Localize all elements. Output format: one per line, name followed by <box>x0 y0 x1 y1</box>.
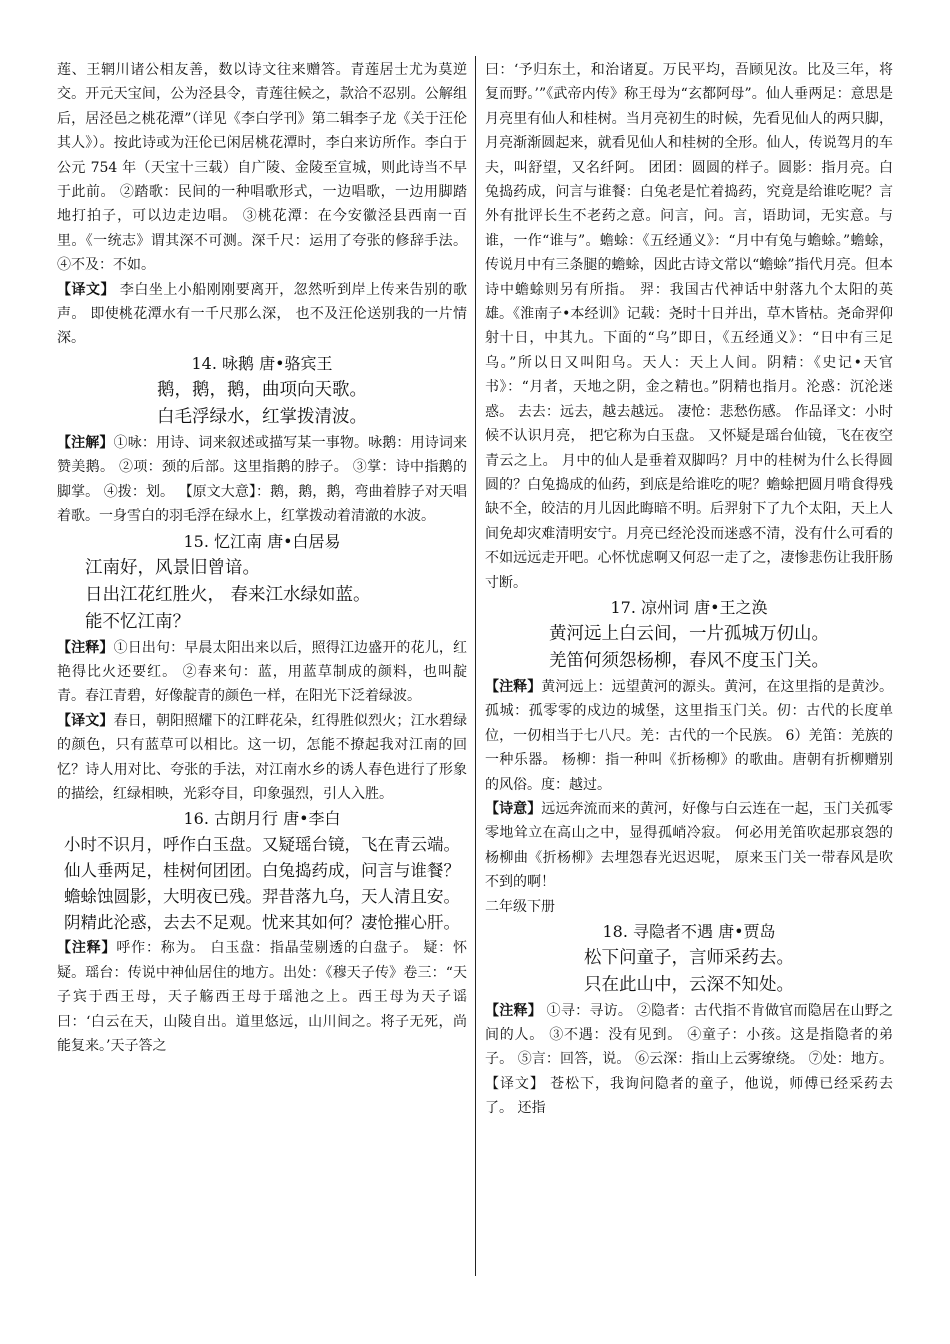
annotation-tag: 【注释】 <box>485 1002 542 1019</box>
annotation-paragraph <box>485 58 893 595</box>
annotation-tag: 【诗意】 <box>485 800 542 817</box>
text-content: ①日出句：早晨太阳出来以后，照得江边盛开的花儿，红艳得比火还要红。 ②春来句：蓝，用蓝草制成的颜料，也叫靛青。春江青碧，好像靛青的颜色一样，在阳光下泛着绿波。 <box>57 639 468 705</box>
text-content: 14. 咏鹅 唐•骆宾王 <box>191 353 333 373</box>
annotation-tag: 【注释】 <box>57 639 114 656</box>
poem-title <box>57 806 467 832</box>
poem-title <box>57 529 467 555</box>
annotation-paragraph <box>57 278 467 351</box>
text-content: 莲、王辋川诸公相友善，数以诗文往来赠答。青莲居士尤为莫逆交。开元天宝间，公为泾县令，青莲往候之，款洽不忍别。公解组后，居泾邑之桃花潭”（详见《李白学刊》第二辑李子龙《关于汪伦其人》）。按此诗或为汪伦已闲居桃花潭时，李白来访所作。李白于公元 754 年（天宝十三载）自广陵、金陵至宣城，则此诗当不早于此前。 ②踏歌：民间的一种唱歌形式，一边唱歌，一边用脚踏地打拍子，可以边走边唱。 ③桃花潭：在今安徽泾县西南一百里。《一统志》谓其深不可测。深千尺：运用了夸张的修辞手法。 ④不及：不如。 <box>57 62 467 274</box>
section-heading <box>485 895 893 919</box>
annotation-paragraph <box>57 709 467 807</box>
annotation-tag: 【注释】 <box>485 678 542 695</box>
annotation-paragraph <box>485 675 893 797</box>
text-content: 阴精此沦惑，去去不足观。忧来其如何？凄怆摧心肝。 <box>64 913 460 933</box>
text-content: 曰：‘予归东土，和治诸夏。万民平均，吾顾见汝。比及三年，将复而野。’”《武帝内传》称王母为“玄都阿母”。仙人垂两足：意思是月亮里有仙人和桂树。当月亮初生的时候，先看见仙人的两只脚，月亮渐渐圆起来，就看见仙人和桂树的全形。仙人，传说驾月的车夫，叫舒望，又名纤阿。 团团：圆圆的样子。圆影：指月亮。白兔捣药成，问言与谁餐：白兔老是忙着捣药，究竟是给谁吃呢？言外有批评长生不老药之意。问言，问。言，语助词，无实意。与谁，一作“谁与”。蟾蜍：《五经通义》：“月中有兔与蟾蜍。”蟾蜍，传说月中有三条腿的蟾蜍，因此古诗文常以“蟾蜍”指代月亮。但本诗中蟾蜍则另有所指。 羿：我国古代神话中射落九个太阳的英雄。《淮南子•本经训》记载：尧时十日并出，草木皆枯。尧命羿仰射十日，中其九。下面的“乌”即日，《五经通义》：“日中有三足乌。”所以日又叫阳乌。天人：天上人间。阴精：《史记•天官书》：“月者，天地之阴，金之精也。”阴精也指月。沦惑：沉沦迷惑。 去去：远去，越去越远。 凄怆：悲愁伤感。 作品译文：小时候不认识月亮， 把它称为白玉盘。 又怀疑是瑶台仙镜，飞在夜空青云之上。 月中的仙人是垂着双脚吗？月中的桂树为什么长得圆圆的？白兔捣成的仙药，到底是给谁吃的呢？蟾蜍把圆月啃食得残缺不全，皎洁的月儿因此晦暗不明。后羿射下了九个太阳，天上人间免却灾难清明安宁。月亮已经沦没而迷惑不清，没有什么可看的不如远远走开吧。心怀忧虑啊又何忍一走了之，凄惨悲伤让我肝肠寸断。 <box>485 62 893 591</box>
annotation-tag: 【译文】 <box>57 281 115 298</box>
text-content: 15. 忆江南 唐•白居易 <box>183 531 341 551</box>
text-content: 蟾蜍蚀圆影，大明夜已残。羿昔落九乌，天人清且安。 <box>64 887 460 907</box>
text-content: 白毛浮绿水，红掌拨清波。 <box>157 406 367 427</box>
annotation-paragraph <box>57 431 467 529</box>
text-content: 远远奔流而来的黄河，好像与白云连在一起，玉门关孤零零地耸立在高山之中，显得孤峭冷寂。 何必用羌笛吹起那哀怨的杨柳曲《折杨柳》去埋怨春光迟迟呢， 原来玉门关一带春风是吹不到的啊！ <box>485 800 894 891</box>
poem-line <box>57 910 467 936</box>
poem-line <box>57 858 467 884</box>
text-content: 春日，朝阳照耀下的江畔花朵，红得胜似烈火；江水碧绿的颜色，只有蓝草可以相比。这一切，怎能不撩起我对江南的回忆？诗人用对比、夸张的手法，对江南水乡的诱人春色进行了形象的描绘，红绿相映，光彩夺目，印象强烈，引人入胜。 <box>57 712 468 802</box>
poem-line <box>57 377 467 404</box>
text-content: 羌笛何须怨杨柳，春风不度玉门关。 <box>549 650 829 671</box>
text-content: 鹅，鹅，鹅，曲项向天歌。 <box>157 379 367 400</box>
text-content: ①咏：用诗、词来叙述或描写某一事物。咏鹅：用诗词来赞美鹅。 ②项：颈的后部。这里指鹅的脖子。 ③掌：诗中指鹅的脚掌。 ④拨：划。 【原文大意】：鹅，鹅，鹅，弯曲着脖子对天唱着歌。一身雪白的羽毛浮在绿水上，红掌拨动着清澈的水波。 <box>57 434 468 525</box>
annotation-tag: 【译文】 <box>57 712 114 729</box>
annotation-tag: 【注解】 <box>57 434 114 451</box>
text-content: 日出江花红胜火， 春来江水绿如蓝。 <box>85 584 371 605</box>
text-content: 黄河远上：远望黄河的源头。黄河，在这里指的是黄沙。孤城：孤零零的戍边的城堡，这里指玉门关。仞：古代的长度单位，一仞相当于七八尺。羌：古代的一个民族。 6）羌笛：羌族的一种乐器。 杨柳：指一种叫《折杨柳》的歌曲。唐朝有折柳赠别的风俗。度：越过。 <box>485 678 894 793</box>
poem-line <box>57 404 467 431</box>
poem-line <box>57 609 467 636</box>
poem-line <box>485 945 893 972</box>
text-content: 17. 凉州词 唐•王之涣 <box>610 597 768 617</box>
text-content: 呼作：称为。 白玉盘：指晶莹剔透的白盘子。 疑：怀疑。瑶台：传说中神仙居住的地方。出处：《穆天子传》卷三：“天子宾于西王母，天子觞西王母于瑶池之上。西王母为天子谣曰：‘白云在天，山陵自出。道里悠远，山川间之。将子无死，尚能复来。’天子答之 <box>57 940 468 1054</box>
poem-title <box>57 351 467 377</box>
poem-line <box>57 832 467 858</box>
poem-title <box>485 919 893 945</box>
text-content: 李白坐上小船刚刚要离开，忽然听到岸上传来告别的歌声。 即使桃花潭水有一千尺那么深， 也不及汪伦送别我的一片情深。 <box>57 281 467 347</box>
left-column <box>57 58 467 1058</box>
annotation-paragraph <box>57 936 467 1058</box>
poem-line <box>57 884 467 910</box>
poem-line <box>57 582 467 609</box>
poem-line <box>485 648 893 675</box>
annotation-paragraph <box>485 797 893 895</box>
annotation-paragraph <box>485 999 893 1121</box>
text-content: 18. 寻隐者不遇 唐•贾岛 <box>602 921 776 941</box>
annotation-paragraph <box>57 636 467 709</box>
text-content: 只在此山中，云深不知处。 <box>584 974 794 995</box>
poem-line <box>485 621 893 648</box>
text-content: 二年级下册 <box>485 898 555 915</box>
annotation-tag: 【注释】 <box>57 940 117 957</box>
text-content: 16. 古朗月行 唐•李白 <box>183 809 341 829</box>
poem-title <box>485 595 893 621</box>
text-content: 能不忆江南？ <box>85 611 190 632</box>
poem-line <box>485 972 893 999</box>
annotation-paragraph <box>57 58 467 278</box>
right-column <box>485 58 893 1121</box>
text-content: 小时不识月，呼作白玉盘。又疑瑶台镜，飞在青云端。 <box>64 835 460 855</box>
poem-line <box>57 555 467 582</box>
column-divider <box>475 56 476 1276</box>
text-content: 仙人垂两足，桂树何团团。白兔捣药成，问言与谁餐？ <box>64 861 460 881</box>
text-content: 江南好，风景旧曾谙。 <box>85 557 260 578</box>
text-content: ①寻：寻访。 ②隐者：古代指不肯做官而隐居在山野之间的人。 ③不遇：没有见到。 ④童子：小孩。这是指隐者的弟子。 ⑤言：回答，说。 ⑥云深：指山上云雾缭绕。 ⑦处：地方。 【译文】 苍松下，我询问隐者的童子，他说，师傅已经采药去了。 还指 <box>485 1002 893 1117</box>
text-content: 松下问童子，言师采药去。 <box>584 947 794 968</box>
text-content: 黄河远上白云间，一片孤城万仞山。 <box>549 623 829 644</box>
